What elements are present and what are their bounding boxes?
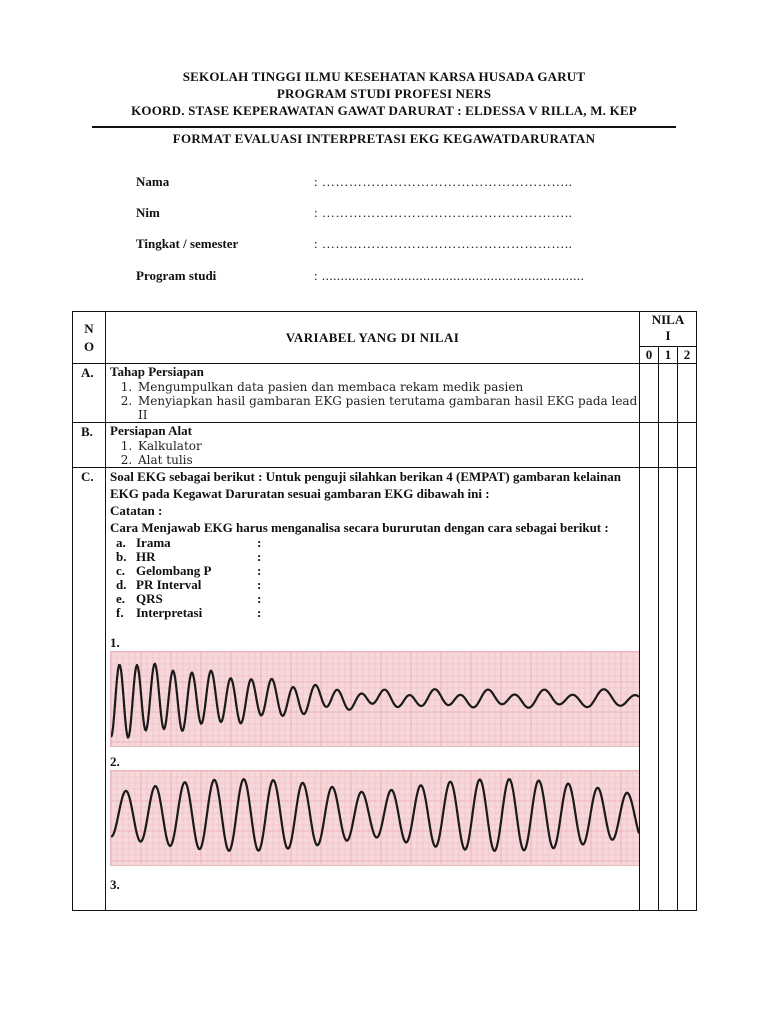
ekg-strip-2	[110, 770, 640, 866]
table-row	[73, 364, 697, 423]
col-header-variable: VARIABEL YANG DI NILAI	[106, 312, 640, 364]
field-blank[interactable]: : ………………………………………………..	[314, 174, 573, 189]
field-blank[interactable]: : ………………………………………………..	[314, 205, 573, 220]
row-letter: C.	[73, 468, 106, 911]
field-tingkat-semester[interactable]	[136, 236, 572, 252]
section-cell-persiapan	[106, 364, 640, 423]
field-label: Nim	[136, 205, 160, 220]
header-line-1: SEKOLAH TINGGI ILMU KESEHATAN KARSA HUSADA GARUT	[182, 69, 586, 84]
field-nama[interactable]	[136, 174, 572, 190]
score-cell-0[interactable]	[640, 364, 659, 423]
score-cell-0[interactable]	[640, 423, 659, 468]
ekg-label-3: 3.	[110, 877, 120, 892]
table-row	[73, 468, 697, 911]
row-letter: A.	[73, 364, 106, 423]
header-line-2: PROGRAM STUDI PROFESI NERS	[276, 86, 492, 101]
score-cell-0[interactable]	[640, 468, 659, 911]
header-divider	[92, 126, 676, 128]
score-header-2: 2	[678, 347, 697, 364]
score-cell-1[interactable]	[659, 364, 678, 423]
field-label: Tingkat / semester	[136, 236, 239, 251]
analysis-step-gelombang-p: c. Gelombang P :	[116, 563, 262, 578]
header-line-3: KOORD. STASE KEPERAWATAN GAWAT DARURAT : ELDESSA V RILLA, M. KEP	[131, 103, 637, 118]
note-label: Catatan :	[110, 503, 163, 518]
score-cell-1[interactable]	[659, 423, 678, 468]
field-label: Nama	[136, 174, 170, 189]
section-cell-soal	[106, 468, 640, 911]
section-title: Persiapan Alat	[110, 423, 192, 438]
ekg-strip-1	[110, 651, 640, 747]
analysis-step-irama: a. Irama :	[116, 535, 262, 550]
list-item: 1. Mengumpulkan data pasien dan membaca rekam medik pasien	[136, 380, 639, 394]
field-blank[interactable]: : ......................................................................	[314, 268, 585, 283]
field-label: Program studi	[136, 268, 217, 283]
analysis-step-pr-interval: d. PR Interval :	[116, 577, 262, 592]
col-header-no: N O	[73, 312, 106, 364]
row-letter: B.	[73, 423, 106, 468]
score-header-1: 1	[659, 347, 678, 364]
section-cell-alat	[106, 423, 640, 468]
evaluation-table	[72, 311, 697, 911]
ekg-label-2: 2.	[110, 754, 120, 769]
col-header-nilai: NILA I	[640, 312, 697, 347]
table-row	[73, 423, 697, 468]
section-title: Tahap Persiapan	[110, 364, 204, 379]
score-header-0: 0	[640, 347, 659, 364]
question-text: Soal EKG sebagai berikut : Untuk penguji silahkan berikan 4 (EMPAT) gambaran kelainan EKG pada Kegawat Daruratan sesuai gambaran EKG dibawah ini :	[110, 469, 621, 501]
list-item: 1. Kalkulator	[136, 439, 639, 453]
analysis-steps	[106, 536, 639, 620]
analysis-step-hr: b. HR :	[116, 549, 262, 564]
score-cell-2[interactable]	[678, 423, 697, 468]
analysis-step-qrs: e. QRS :	[116, 591, 262, 606]
field-blank[interactable]: : ………………………………………………..	[314, 236, 573, 251]
score-cell-1[interactable]	[659, 468, 678, 911]
institution-header	[0, 68, 768, 119]
field-program-studi[interactable]	[136, 268, 584, 284]
section-items	[106, 439, 639, 467]
section-items	[106, 380, 639, 422]
list-item: 2. Alat tulis	[136, 453, 639, 467]
score-cell-2[interactable]	[678, 468, 697, 911]
ekg-label-1: 1.	[110, 635, 120, 650]
field-nim[interactable]	[136, 205, 572, 221]
note-text: Cara Menjawab EKG harus menganalisa secara bururutan dengan cara sebagai berikut :	[110, 520, 609, 535]
list-item: 2. Menyiapkan hasil gambaran EKG pasien terutama gambaran hasil EKG pada lead II	[136, 394, 639, 422]
score-cell-2[interactable]	[678, 364, 697, 423]
form-title: FORMAT EVALUASI INTERPRETASI EKG KEGAWATDARURATAN	[172, 131, 596, 146]
analysis-step-interpretasi: f. Interpretasi :	[116, 605, 262, 620]
